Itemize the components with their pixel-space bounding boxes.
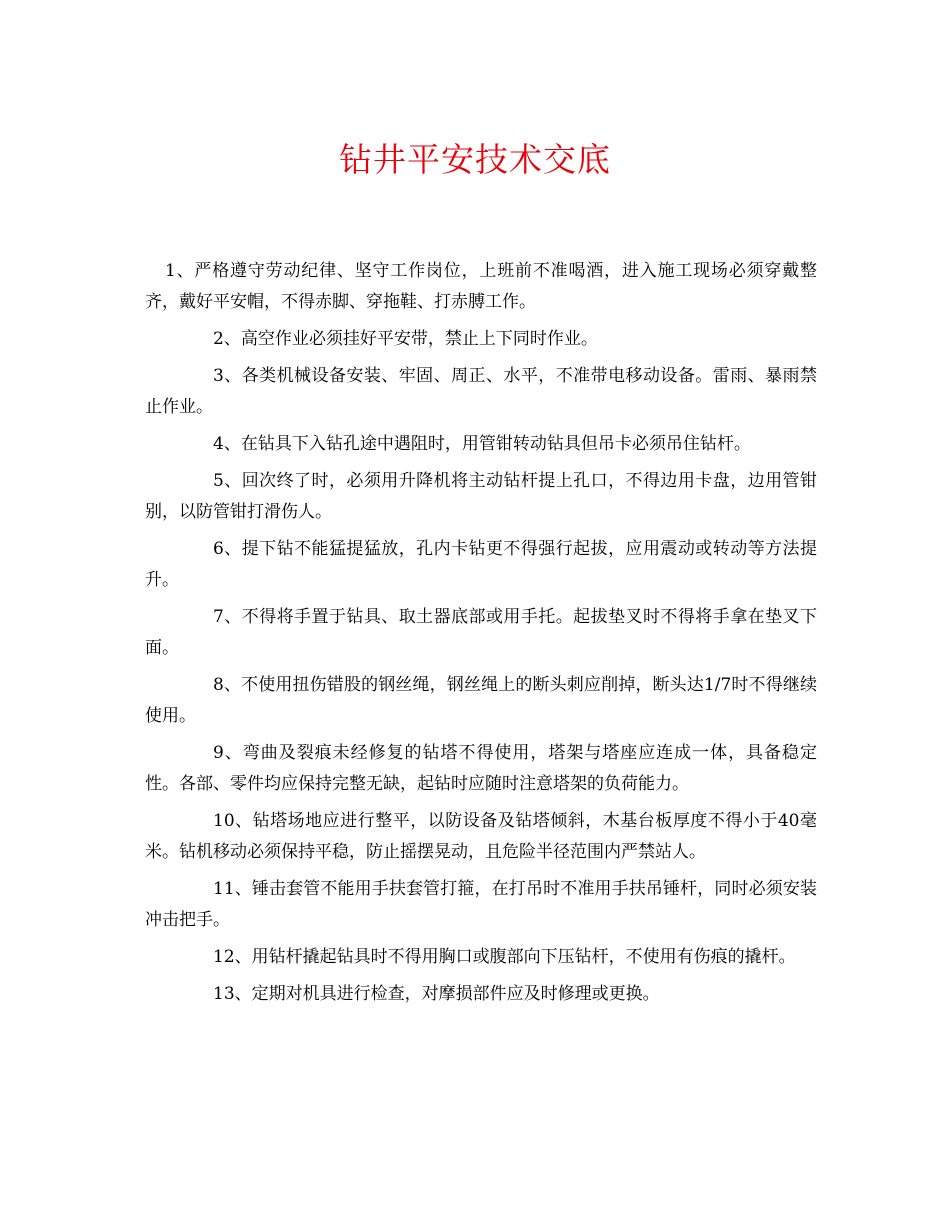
paragraph-9: 9、弯曲及裂痕未经修复的钻塔不得使用，塔架与塔座应连成一体，具备稳定性。各部、零件均应保持完整无缺，起钻时应随时注意塔架的负荷能力。	[145, 743, 817, 794]
paragraph-1: 1、严格遵守劳动纪律、坚守工作岗位，上班前不准喝酒，进入施工现场必须穿戴整齐，戴好平安帽，不得赤脚、穿拖鞋、打赤膊工作。	[145, 261, 817, 312]
paragraph-3: 3、各类机械设备安装、牢固、周正、水平，不准带电移动设备。雷雨、暴雨禁止作业。	[145, 366, 817, 417]
paragraph-8: 8、不使用扭伤错股的钢丝绳，钢丝绳上的断头刺应削掉，断头达1/7时不得继续使用。	[145, 675, 817, 726]
paragraph-2: 2、高空作业必须挂好平安带，禁止上下同时作业。	[213, 329, 598, 349]
paragraph-7: 7、不得将手置于钻具、取土器底部或用手托。起拔垫叉时不得将手拿在垫叉下面。	[145, 607, 817, 658]
paragraph-13: 13、定期对机具进行检查，对摩损部件应及时修理或更换。	[213, 984, 660, 1004]
document-body	[145, 256, 817, 1016]
paragraph-12: 12、用钻杆撬起钻具时不得用胸口或腹部向下压钻杆，不使用有伤痕的撬杆。	[213, 947, 796, 967]
document-title: 钻井平安技术交底	[339, 140, 611, 179]
paragraph-10: 10、钻塔场地应进行整平，以防设备及钻塔倾斜，木基台板厚度不得小于40毫米。钻机移动必须保持平稳，防止摇摆晃动，且危险半径范围内严禁站人。	[145, 811, 817, 862]
paragraph-6: 6、提下钻不能猛提猛放，孔内卡钻更不得强行起拔，应用震动或转动等方法提升。	[145, 539, 817, 590]
paragraph-11: 11、锤击套管不能用手扶套管打箍，在打吊时不准用手扶吊锤杆，同时必须安装冲击把手。	[145, 879, 817, 930]
paragraph-4: 4、在钻具下入钻孔途中遇阻时，用管钳转动钻具但吊卡必须吊住钻杆。	[213, 434, 751, 454]
paragraph-5: 5、回次终了时，必须用升降机将主动钻杆提上孔口，不得边用卡盘，边用管钳别，以防管钳打滑伤人。	[145, 471, 817, 522]
